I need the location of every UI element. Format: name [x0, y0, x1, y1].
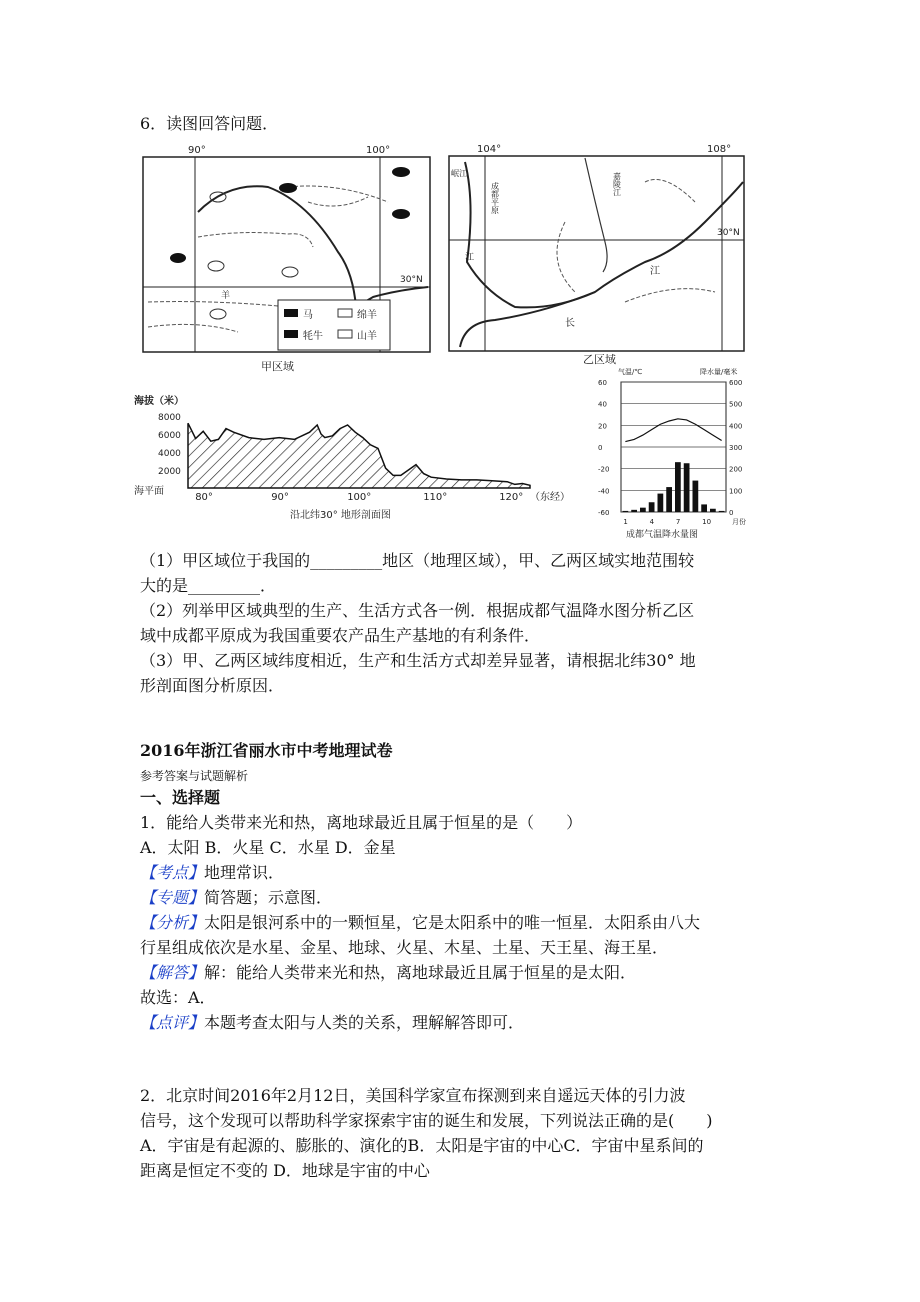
dianping-tag: 【点评】: [140, 1013, 205, 1032]
zhuanti-tag: 【专题】: [140, 888, 205, 907]
a-q1-jieda: [140, 963, 636, 983]
kaodian-tag: 【考点】: [140, 863, 205, 882]
climate-right-tick: 600: [729, 379, 743, 387]
climate-ylabel-left: 气温/℃: [618, 368, 643, 376]
precip-bar: [649, 502, 655, 512]
map-jia-lat: 30°N: [400, 275, 423, 285]
a-q1-stem: 1．能给人类带来光和热，离地球最近且属于恒星的是（ ）: [140, 813, 583, 832]
legend-horse: 马: [303, 310, 313, 321]
a-q1-fenxi-line2: 行星组成依次是水星、金星、地球、火星、木星、土星、天王星、海王星．: [140, 938, 669, 957]
q6-part2-line2: 域中成都平原成为我国重要农产品生产基地的有利条件．: [140, 626, 541, 645]
a-q1-dianping: [140, 1013, 524, 1033]
climate-left-tick: 40: [598, 400, 607, 409]
map-jia-label: 羊: [221, 291, 231, 301]
a-q1-choice: 故选：A．: [140, 988, 216, 1007]
a-q2-line2: 信号，这个发现可以帮助科学家探索宇宙的诞生和发展，下列说法正确的是( ): [140, 1111, 713, 1130]
answer-title: 2016年浙江省丽水市中考地理试卷: [140, 741, 393, 760]
precip-bar: [631, 510, 637, 512]
precip-bar: [623, 511, 629, 512]
profile-xunit: （东经）: [530, 492, 570, 503]
profile-ytick: 4000: [158, 449, 181, 459]
profile-sea-label: 海平面: [134, 486, 164, 497]
map-yi-lon-104: 104°: [477, 144, 502, 155]
map-jia-caption: 甲区域: [261, 360, 294, 373]
climate-right-tick: 100: [729, 487, 743, 496]
map-yi-caption: 乙区域: [583, 353, 616, 366]
climate-chart: [596, 366, 756, 540]
climate-right-tick: 400: [729, 422, 743, 431]
precip-bar: [693, 481, 699, 512]
label-jialingjiang: 嘉陵江: [612, 172, 622, 196]
profile-ytick: 6000: [158, 431, 181, 441]
section-heading: 一、选择题: [140, 788, 221, 807]
precip-bar: [710, 509, 716, 512]
precip-bar: [666, 487, 672, 512]
climate-left-tick: 0: [598, 444, 603, 452]
precip-bar: [675, 462, 681, 512]
profile-xtick: 110°: [423, 492, 448, 503]
dianping-text: 本题考查太阳与人类的关系，理解解答即可．: [204, 1013, 525, 1032]
a-q1-zhuanti: [140, 888, 332, 908]
legend-goat: 山羊: [357, 331, 377, 342]
precip-bar: [658, 494, 664, 512]
climate-left-tick: -40: [598, 487, 610, 496]
a-q2-line1: 2．北京时间2016年2月12日，美国科学家宣布探测到来自遥远天体的引力波: [140, 1086, 686, 1105]
map-yi: [445, 142, 750, 374]
a-q2-line4: 距离是恒定不变的 D．地球是宇宙的中心: [140, 1161, 430, 1180]
climate-right-tick: 500: [729, 400, 743, 409]
climate-left-tick: -60: [598, 509, 610, 517]
profile-ytick: 8000: [158, 413, 181, 423]
climate-xtick: 10: [702, 518, 712, 526]
fenxi-tag: 【分析】: [140, 913, 205, 932]
answer-subtitle: 参考答案与试题解析: [140, 769, 249, 783]
map-legend: [278, 300, 390, 350]
terrain-profile-chart: [130, 390, 580, 525]
precip-bar: [684, 463, 690, 512]
climate-right-tick: 300: [729, 444, 743, 452]
profile-xtick: 120°: [499, 492, 524, 503]
label-jiang-1: 江: [465, 253, 475, 263]
map-jia: [138, 142, 438, 374]
map-yi-lat: 30°N: [717, 228, 740, 238]
label-chengdu-plain: 成都平原: [490, 182, 500, 214]
profile-xtick: 100°: [347, 492, 372, 503]
profile-ylabel: 海拔（米）: [134, 396, 184, 407]
profile-xtick: 90°: [271, 492, 289, 503]
a-q2-line3: A．宇宙是有起源的、膨胀的、演化的B．太阳是宇宙的中心C．宇宙中星系间的: [140, 1136, 704, 1155]
precip-bar: [719, 511, 725, 512]
climate-left-tick: 60: [598, 379, 607, 387]
precip-bar: [701, 504, 707, 512]
climate-xlabel: 月份: [732, 518, 746, 526]
label-jiang-2: 江: [650, 266, 660, 277]
zhuanti-text: 简答题；示意图．: [204, 888, 333, 907]
fenxi-text: 太阳是银河系中的一颗恒星，它是太阳系中的唯一恒星．太阳系由八大: [204, 913, 701, 932]
jieda-tag: 【解答】: [140, 963, 205, 982]
profile-ytick: 2000: [158, 467, 181, 477]
a-q1-fenxi: [140, 913, 700, 933]
profile-area: [188, 423, 530, 488]
q6-part3-line2: 形剖面图分析原因．: [140, 676, 285, 695]
climate-left-tick: -20: [598, 465, 610, 474]
precip-bar: [640, 508, 646, 512]
a-q1-options: A．太阳 B．火星 C．水星 D．金星: [140, 838, 396, 857]
map-yi-lon-108: 108°: [707, 144, 732, 155]
q6-part1-line2: 大的是_________．: [140, 576, 277, 595]
q6-part2-line1: （2）列举甲区域典型的生产、生活方式各一例．根据成都气温降水图分析乙区: [140, 601, 695, 620]
climate-ylabel-right: 降水量/毫米: [700, 368, 738, 376]
climate-left-tick: 20: [598, 422, 607, 431]
profile-xtick: 80°: [195, 492, 213, 503]
climate-xtick: 1: [623, 518, 628, 526]
q6-part3-line1: （3）甲、乙两区域纬度相近，生产和生活方式却差异显著，请根据北纬30° 地: [140, 651, 696, 670]
label-minjiang: 岷江: [451, 169, 467, 178]
map-jia-lon-100: 100°: [366, 145, 391, 156]
climate-right-tick: 200: [729, 465, 743, 474]
climate-right-tick: 0: [729, 509, 734, 517]
profile-title: 沿北纬30° 地形剖面图: [290, 510, 391, 521]
legend-yak: 牦牛: [303, 331, 323, 342]
label-chang: 长: [565, 318, 575, 329]
map-jia-lon-90: 90°: [188, 145, 206, 156]
a-q1-kaodian: [140, 863, 284, 883]
climate-title: 成都气温降水量图: [626, 530, 699, 540]
climate-xtick: 7: [675, 518, 681, 526]
jieda-text: 解：能给人类带来光和热，离地球最近且属于恒星的是太阳．: [204, 963, 637, 982]
legend-sheep: 绵羊: [357, 310, 377, 321]
q6-part1-line1: （1）甲区域位于我国的_________地区（地理区域），甲、乙两区域实地范围较: [140, 551, 695, 570]
kaodian-text: 地理常识．: [204, 863, 285, 882]
climate-xtick: 4: [649, 518, 655, 526]
question-6-title: 6．读图回答问题．: [140, 114, 279, 133]
temperature-line: [625, 419, 721, 442]
